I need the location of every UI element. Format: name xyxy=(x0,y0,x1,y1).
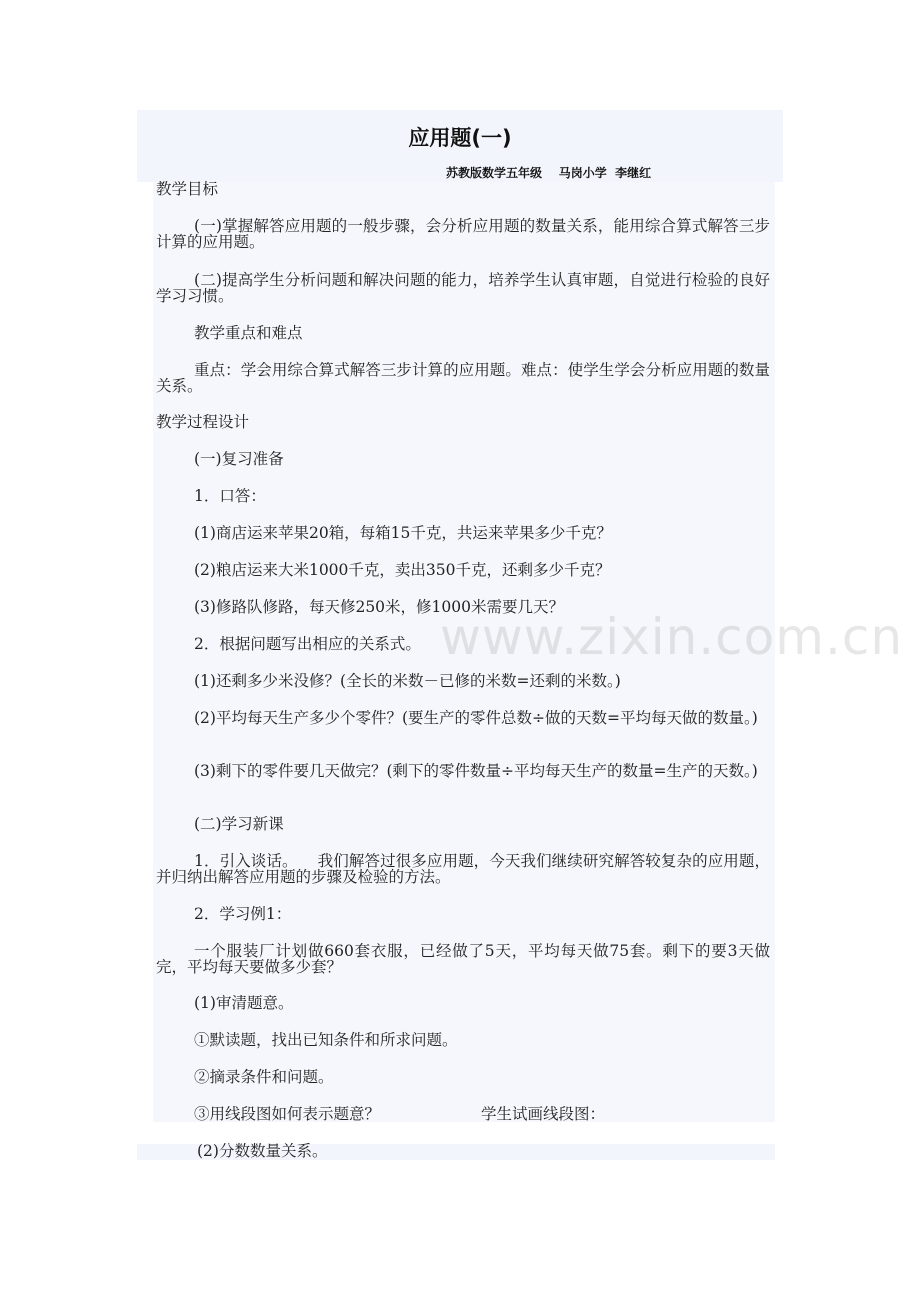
question-road: (3)修路队修路，每天修250米，修1000米需要几天？ xyxy=(194,598,564,616)
heading-teaching-goals: 教学目标 xyxy=(156,180,219,198)
step-analysis: (2)分数数量关系。 xyxy=(197,1142,328,1160)
relation-days: (3)剩下的零件要几天做完？(剩下的零件数量÷平均每天生产的数量=生产的天数。) xyxy=(194,762,758,780)
goal-one: (一)掌握解答应用题的一般步骤，会分析应用题的数量关系，能用综合算式解答三步计算的应用题。 xyxy=(156,217,770,251)
step-read: (1)审清题意。 xyxy=(194,994,294,1012)
example-problem: 一个服装厂计划做660套衣服，已经做了5天，平均每天做75套。剩下的要3天做完，平均每天要做多少套？ xyxy=(156,942,770,976)
author-byline: 苏教版数学五年级 马岗小学 李继红 xyxy=(446,166,652,180)
intro-talk: 1．引入谈话。 我们解答过很多应用题，今天我们继续研究解答较复杂的应用题，并归纳出解答应用题的步骤及检验的方法。 xyxy=(156,852,770,886)
question-apples: (1)商店运来苹果20箱，每箱15千克，共运来苹果多少千克？ xyxy=(194,524,612,542)
item-relations: 2．根据问题写出相应的关系式。 xyxy=(194,635,421,653)
heading-process: 教学过程设计 xyxy=(156,413,250,431)
section-review: (一)复习准备 xyxy=(194,450,284,468)
goal-two: (二)提高学生分析问题和解决问题的能力，培养学生认真审题，自觉进行检验的良好学习习惯。 xyxy=(156,271,770,305)
step-student-draw: 学生试画线段图： xyxy=(481,1105,606,1123)
document-title: 应用题(一) xyxy=(408,126,512,150)
relation-remaining: (1)还剩多少米没修？(全长的米数－已修的米数=还剩的米数。) xyxy=(194,672,621,690)
heading-key-points: 教学重点和难点 xyxy=(194,324,303,342)
section-new-lesson: (二)学习新课 xyxy=(194,815,284,833)
watermark: www.zixin.com.cn xyxy=(440,608,904,666)
step-excerpt: ②摘录条件和问题。 xyxy=(194,1068,334,1086)
question-rice: (2)粮店运来大米1000千克，卖出350千克，还剩多少千克？ xyxy=(194,561,611,579)
item-oral: 1．口答： xyxy=(194,487,266,505)
item-example: 2．学习例1： xyxy=(194,905,292,923)
step-read-silently: ①默读题，找出已知条件和所求问题。 xyxy=(194,1031,458,1049)
step-line-diagram: ③用线段图如何表示题意？ xyxy=(194,1105,381,1123)
key-points-text: 重点：学会用综合算式解答三步计算的应用题。难点：使学生学会分析应用题的数量关系。 xyxy=(156,361,770,395)
relation-average: (2)平均每天生产多少个零件？(要生产的零件总数÷做的天数=平均每天做的数量。) xyxy=(194,709,758,727)
